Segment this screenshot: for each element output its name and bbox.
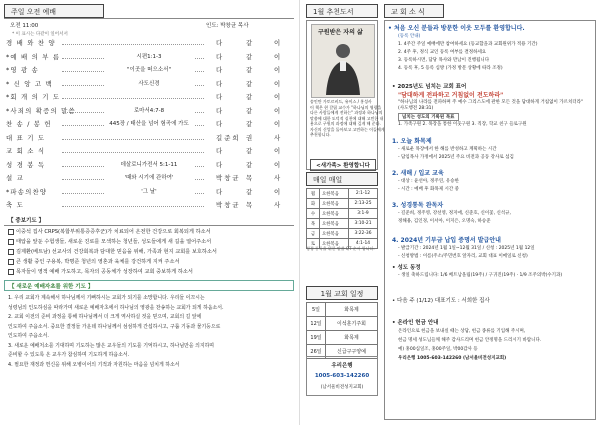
checkbox-icon [8, 239, 14, 245]
family-prayer-line: 1. 우리 교회가 계속해서 하나님께서 기뻐하시는 교회가 되기를 소망합니다. 우리들 이끄시는 [8, 295, 205, 301]
checkbox-icon [8, 269, 14, 275]
bible-table [306, 188, 378, 249]
worship-item-leader: 다 [216, 160, 223, 169]
worship-item-detail: 로마서4:7-8 [104, 106, 194, 114]
bible-row [307, 199, 378, 209]
members-line: - 생일 축하드립니다: 1/6 베트남올림(19주) / 구귀진(19주) · 1/9 조주의박(수기과) [398, 273, 563, 278]
vision-motto: "담대하게 전파하고 거침없이 전도하라" [398, 92, 504, 99]
bible-row [307, 189, 378, 199]
book-desc-line: 자신의 신앙을 돌아보고 고민하는 이들에게 [310, 126, 385, 132]
worship-item-leader: 다 [216, 66, 223, 74]
bible-book: 요한복음 [320, 239, 349, 249]
service-title: 주일 오전 예배 [11, 8, 57, 16]
worship-item-label: *영 광 송 [6, 66, 39, 74]
online-line: 예) 홍00십일조, 홍00주일, 박00감사 등 [398, 347, 478, 352]
book-box [306, 20, 385, 170]
bible-row [307, 219, 378, 229]
worship-item-leader: 다 [216, 39, 223, 47]
worship-item-leader-3: 이 [274, 160, 281, 169]
worship-item-detail: '때와 시기에 관하여' [104, 173, 194, 181]
worship-item-leader-2: 같 [246, 160, 253, 169]
welcome-line: • 처음 오신 분들과 방문한 이웃 모두를 환영합니다. [388, 25, 525, 32]
worship-item-detail: '그 날' [104, 187, 194, 195]
section-title: 3. 성경통독 완독자 [392, 202, 444, 209]
checkbox-icon [8, 259, 14, 265]
family-prayer-line: 준비할 수 있도록 온 교우가 참심하며 기도하게 하옵소서. [8, 352, 130, 358]
worship-item-label: *사죄의 확증의 말씀 [6, 106, 76, 115]
leader-dots [62, 139, 204, 140]
bible-ref: 3:1-9 [348, 209, 377, 219]
worship-row [6, 160, 292, 173]
bible-title: 매일 매일 [313, 176, 343, 184]
left-page [0, 0, 298, 425]
bible-book: 요한복음 [320, 229, 349, 239]
right-page [302, 0, 600, 425]
worship-item-label: 찬 송 / 봉 헌 [6, 120, 52, 128]
worship-item-leader-3: 사 [274, 174, 281, 182]
vision-goal-line: 1. 가족구원 2. 목장을 통한 이웃구원 3. 직장, 학교 친구 들로구원 [398, 122, 527, 127]
worship-item-leader: 박 창 균 [216, 174, 239, 182]
bible-day: 화 [307, 199, 320, 209]
worship-row [6, 133, 292, 146]
prayer-item [8, 258, 290, 265]
members-title-text: 성도 동정 [397, 265, 421, 271]
worship-item-leader-2: 같 [246, 120, 253, 128]
checkbox-icon [8, 249, 14, 255]
bible-row [307, 229, 378, 239]
worship-item-leader-3: 이 [274, 187, 281, 196]
worship-item-leader: 다 [216, 187, 223, 196]
section-line: - 대상 : 윤선아, 정주연, 유승한 [398, 179, 459, 184]
family-prayer-line: 인도하여 주옵소서. [8, 333, 49, 339]
prayer-item-text: 이중석 집사 CRPS(복합부위통증증후군)가 치료되어 온전한 건강으로 회복되게 하소서 [16, 229, 211, 235]
worship-item-leader-3: 사 [274, 201, 281, 209]
worship-row [6, 65, 292, 78]
checkbox-icon [8, 229, 14, 235]
bible-ref: 2:13-25 [348, 199, 377, 209]
leader-dots [62, 206, 204, 207]
prayer-title-bar [4, 216, 294, 226]
vision-verse: "하나님의 나라를 전파하며 주 예수 그리스도에 관한 모든 것을 담대하게 거침없이 가르치더라" (사도행전 28:31) [398, 100, 584, 111]
worship-item-leader-2: 같 [246, 147, 253, 155]
book-cover [311, 24, 375, 98]
worship-item-detail: 시편1:1-3 [104, 52, 194, 60]
service-header [4, 4, 104, 18]
worship-item-leader: 다 [216, 147, 223, 155]
worship-item-leader-3: 이 [274, 93, 281, 101]
bible-day: 금 [307, 229, 320, 239]
bible-day: 토 [307, 239, 320, 249]
section-line: 정해용, 김인경, 이서아, 이지은, 오명숙, 하승준 [398, 218, 491, 224]
worship-item-leader: 길 준 희 [216, 133, 239, 142]
book-desc-line: 추천합니다. [310, 132, 331, 137]
registration-line: 4. 등록 후, 5 등록 심방 (가정 방문 상황에 따라 조정) [398, 66, 503, 71]
prayer-item-text: 태압을 앞둔 수험생들, 새로운 진로를 모색하는 청년들, 성도들에게 새 길을 열어주소서 [16, 239, 212, 245]
worship-item-detail: 데살로니가전서 5:1-11 [104, 160, 194, 168]
family-prayer-line: 3. 새로운 예배처소를 기대하며 기도하는 많은 교우들의 기도를 기억하시고, 하나님만을 의지하며 [8, 342, 215, 349]
bank-box [306, 356, 378, 396]
prayer-item [8, 268, 290, 275]
worship-item-label: 경 배 와 찬 양 [6, 39, 56, 47]
prayer-item-text: 큰 생활 중인 구용복, 박명준 청년의 영혼과 육체를 강건하게 지켜 주소서 [16, 259, 180, 265]
book-desc-line: 송인만 가토르비드, 유이스 / 홍성사 [310, 99, 372, 104]
worship-item-label: 교 회 소 식 [6, 147, 46, 155]
vision-goal-title: 넘치는 성도의 기록된 목표 [398, 113, 459, 121]
next-prayer: • 다음 주 (1/12) 대표기도 : 서희한 집사 [392, 298, 490, 304]
worship-item-leader-3: 이 [274, 52, 281, 61]
prayer-title: 【 중보기도 】 [8, 218, 45, 224]
bank-name: 우리은행 [331, 363, 353, 369]
worship-item-leader-2: 같 [246, 39, 253, 47]
schedule-date: 26일 [307, 345, 326, 359]
worship-row [6, 38, 292, 51]
worship-item-label: 대 표 기 도 [6, 133, 46, 142]
worship-row [6, 92, 292, 105]
worship-item-leader-2: 같 [246, 106, 253, 115]
worship-item-leader-2: 같 [246, 52, 253, 61]
worship-row [6, 119, 292, 132]
book-desc-line: 말씀에 대한 도덕적 실천에 대해 고민한 내 [310, 115, 384, 121]
worship-item-leader: 다 [216, 93, 223, 101]
worship-item-leader-3: 이 [274, 66, 281, 74]
worship-item-leader-3: 이 [274, 39, 281, 47]
registration-line: 1. 4주간 주일 예배에만 참여하세요 (등교합을과 교회원위가 적용 기간) [398, 42, 538, 47]
schedule-date: 19일 [307, 331, 326, 345]
worship-item-leader-2: 같 [246, 79, 253, 88]
schedule-header [306, 286, 378, 300]
worship-item-leader-2: 같 [246, 187, 253, 196]
worship-item-leader-3: 이 [274, 106, 281, 115]
vision-title: • 2025년도 넘치는 교회 표어 [392, 84, 467, 90]
schedule-row [307, 303, 378, 317]
header-rule [4, 18, 294, 19]
prayer-item-text: 김제환(베트남) 선교사의 건강회복과 담대한 믿음을 위해, 가족과 현지 교회를 보호하소서 [16, 249, 217, 255]
registration-line: 2. 4주 후, 정식 교인 등록 여부를 결정하세요 [398, 50, 487, 55]
leader-dots [62, 152, 204, 153]
worship-item-leader-3: 이 [274, 79, 281, 88]
family-prayer-line: 성령님의 인도하심을 따라가며 새로운 예배자초에서 하나님의 영광을 찬송하는 교회가 되게 하옵소서. [8, 304, 224, 311]
worship-row [6, 52, 292, 65]
book-description [310, 99, 385, 138]
worship-item-detail: "이곳을 떠으소서" [104, 65, 194, 73]
offering-line: - 발급기간 : 2024년 1월 1일~12월 31일 / 신청 : 2025년 1월 12일 [398, 246, 535, 251]
online-line: 온라인으로 헌금을 보내실 때는 상담, 헌금 종류를 기입해 주시며, [398, 329, 526, 334]
prayer-item [8, 248, 290, 255]
worship-item-leader: 다 [216, 120, 223, 128]
bible-row [307, 209, 378, 219]
page-divider [299, 0, 300, 425]
offering-line: - 신청방법 : 이름(주소/주민번호 앞자리, 교회 대표 이메일로 신청) [398, 253, 528, 259]
section-title: 1. 오늘 화목제 [392, 138, 432, 145]
bible-day: 월 [307, 189, 320, 199]
worship-item-leader-3: 이 [274, 147, 281, 155]
family-title: 【 새로운 예배자초를 위한 기도 】 [9, 284, 94, 290]
worship-item-leader: 다 [216, 52, 223, 61]
family-title-bar [4, 280, 294, 291]
vision-title-text: 2025년도 넘치는 교회 표어 [397, 84, 467, 90]
welcome-text: 처음 오신 분들과 방문한 이웃 모두를 환영합니다. [393, 25, 525, 32]
offering-title: 4. 2024년 기부금 납입 증명서 발급안내 [392, 237, 501, 244]
prayer-item-text: 목자들이 영적 예배 가도하고, 목자의 공동체가 성장하여 교회 중보하게 하소서 [16, 269, 193, 275]
online-line: 우리은행 1005-603-142260 (남서울비전성지교회) [398, 356, 507, 361]
worship-item-leader-2: 목 [246, 174, 253, 182]
worship-item-leader: 다 [216, 79, 223, 88]
bible-book: 요한복음 [320, 189, 349, 199]
bible-day: 수 [307, 209, 320, 219]
bible-book: 요한복음 [320, 209, 349, 219]
prayer-item [8, 238, 290, 245]
bank-holder: (남서울비전성지교회) [320, 385, 364, 390]
next-prayer-text: 다음 주 (1/12) 대표기도 : 서희한 집사 [397, 298, 490, 304]
book-header-text: 1월 추천도서 [313, 8, 354, 16]
bible-day: 목 [307, 219, 320, 229]
worship-item-leader: 다 [216, 106, 223, 115]
service-leader: 인도: 박창균 목사 [206, 23, 249, 29]
schedule-event: 화목제 [326, 303, 378, 317]
section-line: - 길준희, 정주영, 강선영, 정지애, 신준호, 신이꽃, 신석규, [398, 211, 511, 216]
worship-row [6, 79, 292, 92]
book-desc-line: 용으로 구원의 과정에 대해 깊게 해 준다. [310, 121, 381, 126]
bank-account[interactable]: 1005-603-142260 [314, 373, 370, 379]
bible-ref: 4:1-14 [348, 239, 377, 249]
worship-item-detail: 사도신경 [104, 79, 194, 87]
worship-item-label: * 신 앙 고 백 [6, 79, 53, 88]
bible-ref: 3:22-36 [348, 229, 377, 239]
worship-item-label: 축 도 [6, 201, 24, 209]
book-desc-line: 이 책은 현 갈립 교수가 "하나님의 영광을 [310, 104, 382, 110]
schedule-event: 이석훈기주회 [326, 317, 378, 331]
worship-row [6, 187, 292, 200]
schedule-event: 신급구구양예 [326, 345, 378, 359]
worship-item-label: 성 경 봉 독 [6, 160, 46, 169]
schedule-date: 12일 [307, 317, 326, 331]
registration-line: 3. 등록하시면, 담당 목사와 만남이 진행됩니다 [398, 58, 490, 63]
worship-item-leader-3: 사 [274, 133, 281, 142]
book-desc-line: 다른 사람들에게 전하는" 과정과 하나님의 [310, 110, 383, 115]
worship-item-label: 설 교 [6, 174, 24, 182]
family-prayer-line: 인도하여 주옵소서. 중요한 결정들 가운데 하나님께서 섬섬하게 간섭하시고, 구룹 기동과 물기등으로 [8, 323, 221, 330]
news-header [384, 4, 444, 18]
schedule-event: 화목제 [326, 331, 378, 345]
registration-line: (등록 안내) [398, 34, 421, 39]
book-header [306, 4, 378, 18]
stand-note: * 이 표시는 다같이 일어서서 [12, 32, 68, 37]
bible-header [306, 172, 378, 186]
schedule-row [307, 317, 378, 331]
worship-item-label: *회 개 의 기 도 [6, 93, 61, 101]
schedule-title: 1월 교회 일정 [320, 290, 364, 298]
leader-dots [62, 44, 204, 45]
worship-item-leader-2: 권 [246, 133, 253, 142]
online-title: • 온라인 헌금 안내 [392, 320, 439, 326]
worship-row [6, 106, 292, 119]
members-title: • 성도 동정 [392, 265, 421, 271]
worship-item-label: *파송의찬양 [6, 187, 48, 196]
family-prayer-line: 2. 교회 이전의 준비 과정을 통해 하나님께서 더 크게 역사하실 것을 믿으며, 교회의 길 앞에 [8, 314, 202, 320]
schedule-date: 5일 [307, 303, 326, 317]
worship-row [6, 200, 292, 213]
schedule-row [307, 331, 378, 345]
author-portrait-icon [312, 37, 374, 97]
welcome-badge: <새가족> 환영합니다 [310, 159, 376, 171]
worship-row [6, 173, 292, 186]
section-line: - 새로운 목장에서 한 해를 반성하고 계획하는 시간 [398, 147, 497, 152]
section-line: - 담임목사 가정에서 2025년 주요 비전과 공동 강사로 섬김 [398, 154, 514, 160]
bible-book: 요한복음 [320, 219, 349, 229]
worship-item-leader-2: 같 [246, 66, 253, 74]
leader-dots [62, 98, 204, 99]
news-header-text: 교 회 소 식 [391, 8, 425, 16]
worship-item-leader-2: 같 [246, 93, 253, 101]
worship-row [6, 146, 292, 159]
section-title: 2. 새해 / 입교 교육 [392, 170, 444, 177]
worship-item-leader-2: 목 [246, 201, 253, 209]
worship-item-detail: 445장 / 태산을 넘어 험곡에 가도 [104, 119, 194, 127]
worship-item-label: *예 배 의 부 름 [6, 52, 61, 61]
bible-note: 성경 통독을 위한 말씀 QT 순서 입니다. [306, 246, 375, 251]
bible-ref: 2:1-12 [348, 189, 377, 199]
prayer-item [8, 228, 290, 235]
service-time: 오전 11:00 [10, 23, 39, 29]
worship-item-leader-3: 이 [274, 120, 281, 128]
section-line: - 시간 : 예배 후 화목제 시간 중 [398, 186, 459, 192]
worship-item-leader: 박 창 균 [216, 201, 239, 209]
online-title-text: 온라인 헌금 안내 [397, 320, 439, 326]
bible-book: 요한복음 [320, 199, 349, 209]
book-title: 구원받은 자의 삶 [318, 29, 363, 36]
schedule-table [306, 302, 378, 359]
bible-ref: 3:10-21 [348, 219, 377, 229]
online-line: 헌금 명세 성도님들께 해주 감사드리며 헌금 안정명을 드리시기 바랍니다. [398, 338, 542, 343]
family-prayer-line: 4. 필요한 재정과 헌신을 위해 오병이어의 기적과 자원하는 마음을 넘치게 하소서 [8, 361, 180, 368]
